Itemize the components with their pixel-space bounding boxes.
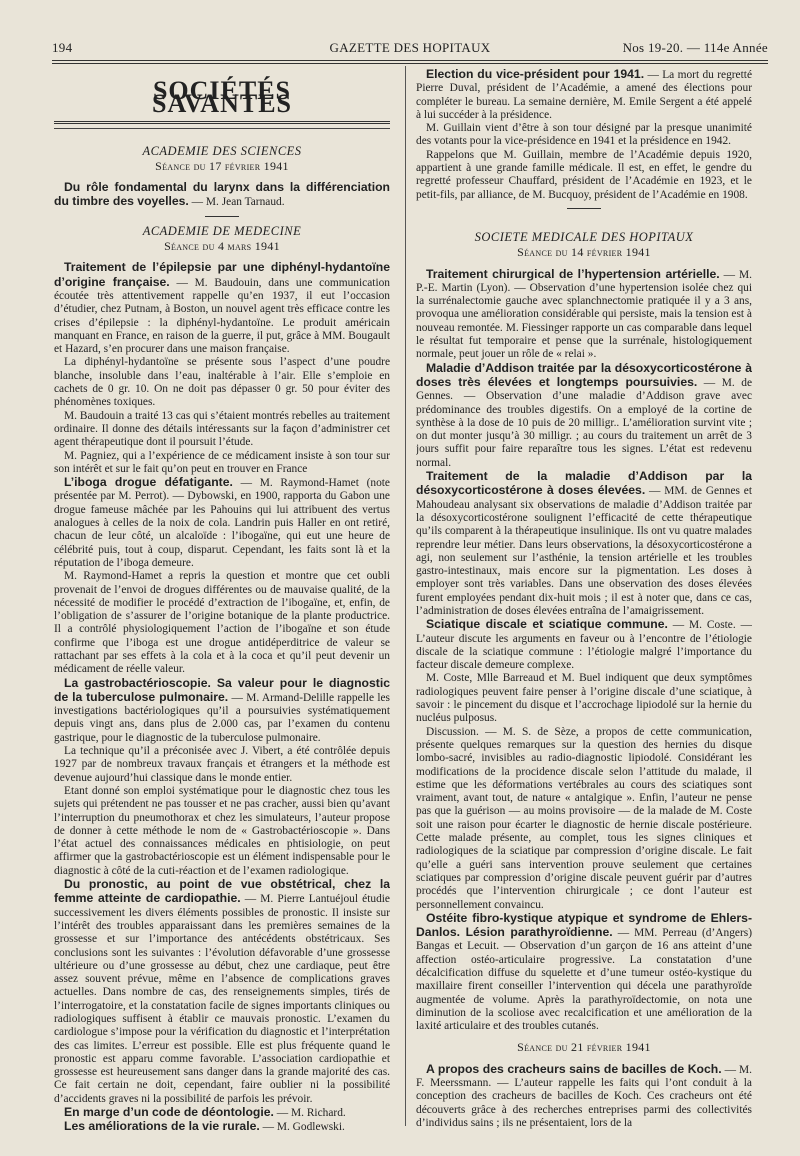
article-election-title: Election du vice-président pour 1941. bbox=[426, 68, 645, 81]
article-gastro-title: La gastrobactérioscopie. Sa valeur pour le diagnostic de la tuberculose pulmonaire. bbox=[54, 675, 390, 704]
paragraph: M. Baudouin a traité 13 cas qui s’étaient montrés rebelles au traitement ordinaire. Il donne des détails intéressants sur la façon d’administrer cet agent thérapeutique dont il poursuit l’étude. bbox=[54, 409, 390, 449]
page-number: 194 bbox=[52, 40, 73, 55]
article-deontologie-title: En marge d’un code de déontologie. bbox=[64, 1105, 274, 1120]
article-larynx-title: Du rôle fondamental du larynx dans la différenciation du timbre des voyelles. bbox=[54, 180, 390, 209]
article-hypertension-title: Traitement chirurgical de l’hypertension artérielle. bbox=[426, 266, 720, 281]
paragraph: M. Raymond-Hamet a repris la question et montre que cet oubli provenait de l’envoi de drogues différentes ou de mauvaise qualité, de la nécessité de modifier le procédé d’extraction de l’ibogaïne, et, enfin, de l’obligation de s’assurer de l’origine botanique de la plante productrice. Il a contrôlé physiologiquement l’action de l’ibogaïne et son étude confirme que l’iboga est une drogue antidéperditrice de valeur se rattachant par ses effets à la cola et à la coca et qu’il peut devenir un médicament de réelle valeur. bbox=[54, 570, 390, 676]
seance-societe-date: Séance du 14 février 1941 bbox=[517, 245, 651, 260]
article-deontologie bbox=[54, 1106, 390, 1120]
paragraph: M. Coste, Mlle Barreaud et M. Buel indiquent que deux symptômes radiologiques peuvent faire penser à l’origine discale d’une sciatique, à savoir : le pincement du disque et l’accrochage lipiodolé sur la hernie du nucléus pulposus. bbox=[416, 672, 752, 725]
article-osteite bbox=[416, 912, 752, 1034]
article-sciatique-text: — M. Coste. — L’auteur discute les arguments en faveur ou à l’encontre de l’étiologie discale de la sciatique commune : l’étiologie malgré l’importance du facteur discale demeure complexe. bbox=[416, 619, 752, 672]
section-separator bbox=[205, 216, 239, 217]
article-addison-2-text: — MM. de Gennes et Mahoudeau analysant six observations de maladie d’Addison traitée par la désoxycorticostérone soulignent l’efficacité de cette thérapeutique qu’ils comparent à la thérapeutique insulinique. Ils ont vu quatre malades reprendre leur métier. Dans leurs observations, la désoxycorticostérone a agi, non seulement sur l’asthénie, la tension artérielle et les troubles gastro-intestinaux, mais encore sur la pigmentation. Les doses à employer sont très variables. Dans une observation des doses élevées furent employées pendant dix-huit mois ; il est à noter que, dans ce cas, l’administration de doses élevées entraîna de l’amaigrissement. bbox=[416, 485, 752, 617]
article-epilepsie-text: — M. Baudouin, dans une communication écoutée très attentivement rappelle qu’en 1937, il eut l’occasion d’étudier, chez Putnam, à Boston, un nouvel agent très efficace contre les crises d’épilepsie : la diphényl-hydantoïne. Le produit américain manquant en France, en raison de la guerre, il put, grâce à MM. Bougault et Hazard, s’en procurer dans une maison française. bbox=[54, 276, 390, 356]
article-osteite-title: Ostéite fibro-kystique atypique et syndrome de Ehlers-Danlos. Lésion parathyroïdienne. bbox=[416, 910, 752, 940]
paragraph: Discussion. — M. S. de Sèze, a propos de cette communication, présente quelques remarques sur la question des hernies du disque lombo-sacré, invisibles au radio-diagnostic lipiodolé. Considérant les modifications de la procidence discale selon l’attitude du malade, il estime que les déformations vertébrales au cours des sciatiques sont vraiment, avant tout, de nature « antalgique ». Enfin, l’auteur ne pense pas que la guérison — au moins provisoire — de la malade de M. Coste soit une raison pour écarter le diagnostic de hernie discale postérieure. Cette malade présente, au complet, tous les signes cliniques et radiologiques de la sciatique par compression d’origine discale. Le fait qu’elle a guéri sans intervention prouve seulement que certaines sciatiques par compression d’origine discale peuvent guérir par d’autres procédés que l’intervention chirurgicale ; ce dont l’auteur est personnellement convaincu. bbox=[416, 725, 752, 911]
article-rurale-author: — M. Godlewski. bbox=[259, 1121, 345, 1134]
article-epilepsie bbox=[54, 261, 390, 356]
article-osteite-text: — MM. Perreau (d’Angers) Bangas et Lecuit. — Observation d’un garçon de 16 ans atteint d’une affection ostéo-articulaire progressive. La constatation d’une décalcification diffuse du squelette et d’une tumeur ostéo-kystique du maxillaire firent conseiller l’intervention qui décela une parathyroïde augmentée de volume. Après la parathyroïdectomie, on nota une diminution de la scoliose avec recalcification et une amélioration de la laxité articulaire et des troubles cutanés. bbox=[416, 927, 752, 1033]
banner-rule bbox=[54, 128, 390, 129]
article-election-text: — La mort du regretté Pierre Duval, président de l’Académie, a amené des élections pour compléter le bureau. La semaine dernière, M. Emile Sergent a été appelé à lui succéder à la présidence. bbox=[416, 69, 752, 121]
article-pronostic bbox=[54, 878, 390, 1106]
paragraph: M. Guillain vient d’être à son tour désigné par la presque unanimité des votants pour la vice-présidence en 1941 et la présidence en 1942. bbox=[416, 122, 752, 148]
header-rule bbox=[52, 60, 768, 61]
right-column bbox=[416, 68, 752, 1138]
article-gastro bbox=[54, 677, 390, 745]
article-pronostic-title: Du pronostic, au point de vue obstétrical, chez la femme atteinte de cardiopathie. bbox=[54, 877, 390, 906]
article-hypertension-text: — M. P.-E. Martin (Lyon). — Observation d’une hypertension isolée chez qui la surrénalectomie gauche avec splanchnectomie pratiquée il y a 3 ans, provoqua une amélioration considérable qui persiste, mais la tension est à nouveau remontée. M. Fiessinger rapporte un cas comparable dans lequel le résultat fut temporaire et pense que la surrénale, histologiquement normale, peut jouer un rôle de « relai ». bbox=[416, 268, 752, 361]
section-separator bbox=[567, 208, 601, 209]
article-iboga-title: L’iboga drogue défatigante. bbox=[64, 475, 233, 490]
article-addison bbox=[416, 362, 752, 470]
article-iboga bbox=[54, 476, 390, 570]
article-iboga-text: — M. Raymond-Hamet (note présentée par M. Perrot). — Dybowski, en 1900, rapporta du Gabon une drogue fameuse mâchée par les Pahouins qui lui attribuent des vertus analogues à celles de la noix de cola. Landrin puis Haller en ont retiré, chacun de leur côté, un alcaloïde : l’ibogaïne, qui eut une heure de célébrité puis, tout à coup, disparut. Cependant, les faits sont là et la réputation de l’iboga demeure. bbox=[54, 477, 390, 569]
section-banner: SOCIÉTÉS SAVANTES bbox=[151, 76, 292, 119]
left-column bbox=[54, 68, 390, 1138]
article-addison-2 bbox=[416, 470, 752, 618]
issue-label: Nos 19-20. — 114e Année bbox=[622, 40, 768, 55]
article-pronostic-text: — M. Pierre Lantuéjoul étudie successivement les divers éléments possibles de pronostic. Il insiste sur l’intérêt des troubles apparaissant dans les premières semaines de la grossesse et sur l’importance des antécédents obstétricaux. Ses conclusions sont les suivantes : l’évolution défavorable d’une grossesse ultérieure ou d’une grossesse au début, chez une cardiaque, peut être assez souvent prévue, même en l’absence de complications graves actuelles. Dans nombre de cas, des renseignements simples, tirés de l’interrogatoire, et la constatation facile de signes importants cliniques ou radiologiques suffisent à établir ce mauvais pronostic. L’examen du cardiologue s’impose pour la vérification du diagnostic et l’interprétation des cas limites. L’erreur est possible. Elle est plus fréquente quand le pronostic est apparu comme favorable. L’association cardiopathie et grossesse est heureusement sans danger dans la grande majorité des cas. Ce fait certain ne doit, cependant, faire oublier ni la possibilité d’accidents graves ni la possibilité de parfois les prévoir. bbox=[54, 893, 390, 1105]
article-larynx bbox=[54, 181, 390, 210]
seance-sciences-date: Séance du 17 février 1941 bbox=[155, 158, 289, 173]
academy-sciences-heading: ACADEMIE DES SCIENCES bbox=[142, 143, 302, 158]
paragraph: M. Pagniez, qui a l’expérience de ce médicament insiste à son tour sur son intérêt et sur le fait qu’on peut en trouver en France bbox=[54, 449, 390, 475]
article-addison-2-title: Traitement de la maladie d’Addison par la désoxycorticostérone à doses élevées. bbox=[416, 469, 752, 498]
article-larynx-author: — M. Jean Tarnaud. bbox=[188, 196, 285, 209]
header-rule-lower bbox=[52, 63, 768, 64]
banner-double-rule bbox=[54, 121, 390, 124]
article-epilepsie-title: Traitement de l’épilepsie par une diphényl-hydantoïne d’origine française. bbox=[54, 260, 390, 289]
article-rurale-title: Les améliorations de la vie rurale. bbox=[64, 1119, 260, 1134]
article-gastro-text: — M. Armand-Delille rappelle les investigations bactériologiques qu’il a poursuivies systématiquement depuis vingt ans, dans plus de 2.000 cas, par l’examen du contenu gastrique, pour le diagnostic de la tuberculose pulmonaire. bbox=[54, 691, 390, 744]
article-addison-title: Maladie d’Addison traitée par la désoxycorticostérone à doses très élevées et longtemps poursuivies. bbox=[416, 360, 752, 389]
article-hypertension bbox=[416, 268, 752, 362]
article-koch-text: — M. F. Meerssmann. — L’auteur rappelle les faits qui l’ont conduit à la conception des cracheurs de bacilles de Koch. Ces cracheurs ont été découverts grâce à des recherches entreprises parmi des collectivités d’individus sains ; ils ne présentaient, lors de la bbox=[416, 1063, 752, 1129]
seance-21-date: Séance du 21 février 1941 bbox=[517, 1040, 651, 1055]
running-header bbox=[52, 38, 768, 58]
seance-medecine-date: Séance du 4 mars 1941 bbox=[164, 239, 280, 254]
article-koch-title: A propos des cracheurs sains de bacilles de Koch. bbox=[426, 1061, 722, 1076]
societe-medicale-heading: SOCIETE MEDICALE DES HOPITAUX bbox=[474, 229, 694, 244]
paragraph: La diphényl-hydantoïne se présente sous l’aspect d’une poudre blanche, insoluble dans l’eau, inaltérable à l’air. Elle s’emploie en cachets de 0 gr. 10. On ne doit pas dépasser 0 gr. 50 pour éviter des phénomènes toxiques. bbox=[54, 356, 390, 409]
article-deontologie-author: — M. Richard. bbox=[273, 1107, 346, 1120]
column-divider bbox=[405, 66, 406, 1126]
journal-title: GAZETTE DES HOPITAUX bbox=[329, 40, 491, 55]
article-sciatique bbox=[416, 618, 752, 672]
article-election bbox=[416, 68, 752, 122]
article-sciatique-title: Sciatique discale et sciatique commune. bbox=[426, 617, 668, 632]
article-koch bbox=[416, 1063, 752, 1130]
article-rurale bbox=[54, 1120, 390, 1134]
paragraph: Rappelons que M. Guillain, membre de l’Académie depuis 1920, appartient à une grande famille médicale. Il est, en effet, le gendre du regretté professeur Chauffard, président de l’Académie en 1923, et le petit-fils, par alliance, de M. Bucquoy, président de l’Académie en 1908. bbox=[416, 148, 752, 201]
paragraph: La technique qu’il a préconisée avec J. Vibert, a été contrôlée depuis 1927 par de nombreux travaux français et étrangers et la méthode est devenue aujourd’hui classique dans le monde entier. bbox=[54, 745, 390, 784]
article-addison-text: — M. de Gennes. — Observation d’une maladie d’Addison grave avec prédominance des troubles digestifs. On a employé de la cortine de synthèse à la dose de 10 puis de 20 milligr.. L’amélioration survint vite ; on dut monter jusqu’à 30 milligr. ; au cours du traitement un arrêt de 3 jours suffit pour faire reparaître tous les signes. L’état est redevenu normal. bbox=[416, 376, 752, 469]
paragraph: Etant donné son emploi systématique pour le diagnostic chez tous les sujets qui prétendent ne pas tousser et ne pas cracher, aussi bien qu’avant l’interruption du pneumothorax et chez les simulateurs, l’auteur propose de donner à cette méthode le nom de « Gastrobactérioscopie ». Dans l’état actuel des connaissances médicales en phtisiologie, on peut affirmer que la gastrobactérioscopie est un élément indispensable pour le diagnostic à côté de la cuti-réaction et de l’examen radiologique. bbox=[54, 784, 390, 877]
academy-medecine-heading: ACADEMIE DE MEDECINE bbox=[142, 223, 302, 238]
